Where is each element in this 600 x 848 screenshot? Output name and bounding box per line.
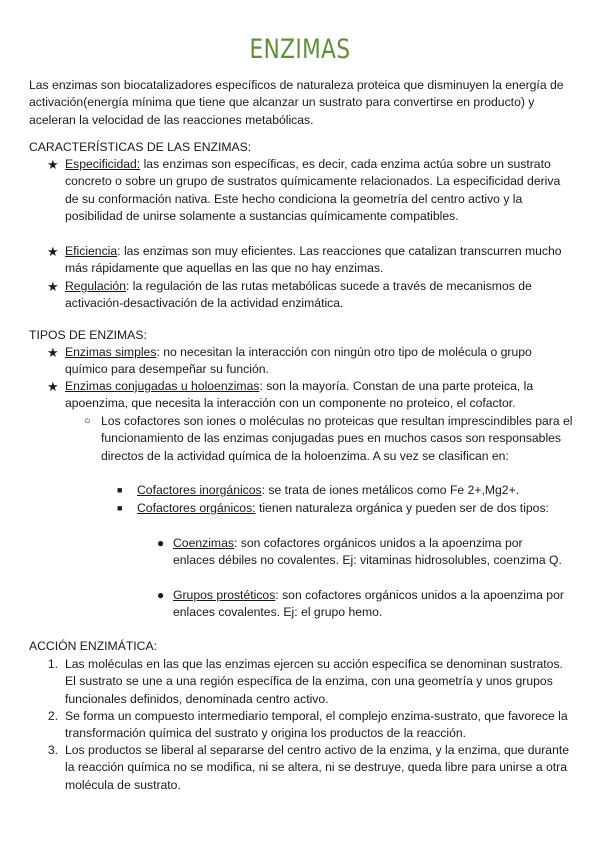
page-title: ENZIMAS [249,34,351,65]
action-step-3: Los productos se liberal al separarse del centro activo de la enzima, y la enzima, que durante la reacción química no se modifica, ni se altera, ni se destruye, queda libre para unirse a otra molécula de sustrato. [65,743,570,792]
star-bullet-icon: ★ [47,157,59,172]
text-coenzymes: : son cofactores orgánicos unidos a la apoenzima por enlaces débiles no covalentes. Ej: vitaminas hidrosolubles, coenzima Q. [173,536,562,568]
step-number: 1. [47,657,58,671]
coenzymes-item [173,535,563,570]
cofactors-organic [137,500,561,517]
star-bullet-icon: ★ [47,244,59,259]
step-number: 3. [47,743,58,757]
term-regulation: Regulación [65,279,126,293]
prosthetic-groups-item [173,587,578,622]
characteristic-specificity [65,156,575,226]
term-coenzymes: Coenzimas [173,536,234,550]
term-conjugated: Enzimas conjugadas u holoenzimas [65,379,260,393]
text-regulation: : la regulación de las rutas metabólicas sucede a través de mecanismos de activación-desactivación de la actividad enzimática. [65,279,532,311]
cofactors-inorganic [137,482,577,499]
characteristics-heading: CARACTERÍSTICAS DE LAS ENZIMAS: [29,140,252,154]
text-specificity: las enzimas son específicas, es decir, cada enzima actúa sobre un sustrato concreto o sobre un grupo de sustratos químicamente relacionados. La especificidad deriva de su conformación nativa. Este hecho condiciona la geometría del centro activo y la posibilidad de unirse solamente a sustancias químicamente compatibles. [65,157,561,224]
text-efficiency: : las enzimas son muy eficientes. Las reacciones que catalizan transcurren mucho más rápidamente que aquellas en las que no hay enzimas. [65,244,562,276]
dot-bullet-icon: ● [157,588,165,602]
star-bullet-icon: ★ [47,345,59,360]
text-organic: tienen naturaleza orgánica y pueden ser de dos tipos: [255,501,549,515]
characteristic-regulation [65,278,575,313]
text-conjugated: : son la mayoría. Constan de una parte proteica, la apoenzima, que necesita la interacción con un componente no proteico, el cofactor. [65,379,534,411]
term-prosthetic: Grupos prostéticos [173,588,276,602]
term-organic: Cofactores orgánicos: [137,501,256,515]
square-bullet-icon: ■ [117,485,123,495]
intro-paragraph: Las enzimas son biocatalizadores específicos de naturaleza proteica que disminuyen la energía de activación(energía mínima que tiene que alcanzar un sustrato para convertirse en producto) y aceleran la velocidad de las reacciones metabólicas. [29,78,564,127]
text-simple: : no necesitan la interacción con ningún otro tipo de molécula o grupo químico para desempeñar su función. [65,345,532,377]
type-simple [65,344,575,379]
step-number: 2. [47,709,58,723]
action-heading: ACCIÓN ENZIMÁTICA: [29,639,157,653]
term-simple: Enzimas simples [65,345,157,359]
action-step-2: Se forma un compuesto intermediario temporal, el complejo enzima-sustrato, que favorece la transformación química del sustrato y origina los productos de la reacción. [65,709,568,741]
dot-bullet-icon: ● [157,536,165,550]
term-specificity: Especificidad: [65,157,141,171]
types-heading: TIPOS DE ENZIMAS: [29,328,147,342]
star-bullet-icon: ★ [47,379,59,394]
text-inorganic: : se trata de iones metálicos como Fe 2+,Mg2+. [261,483,520,497]
type-conjugated [65,378,575,413]
term-efficiency: Eficiencia [65,244,118,258]
action-step-1: Las moléculas en las que las enzimas ejercen su acción específica se denominan sustratos. El sustrato se une a una región específica de la enzima, con una geometría y unos grupos funcionales definidos, denominada centro activo. [65,657,563,706]
circle-bullet-icon: ○ [84,415,91,427]
square-bullet-icon: ■ [117,503,123,513]
cofactors-paragraph: Los cofactores son iones o moléculas no proteicas que resultan imprescindibles para el funcionamiento de las enzimas conjugadas pues en muchos casos son responsables directos de la actividad química de la holoenzima. A su vez se clasifican en: [101,414,573,463]
characteristic-efficiency [65,243,575,278]
term-inorganic: Cofactores inorgánicos [137,483,262,497]
star-bullet-icon: ★ [47,279,59,294]
text-prosthetic: : son cofactores orgánicos unidos a la apoenzima por enlaces covalentes. Ej: el grupo hemo. [173,588,564,620]
